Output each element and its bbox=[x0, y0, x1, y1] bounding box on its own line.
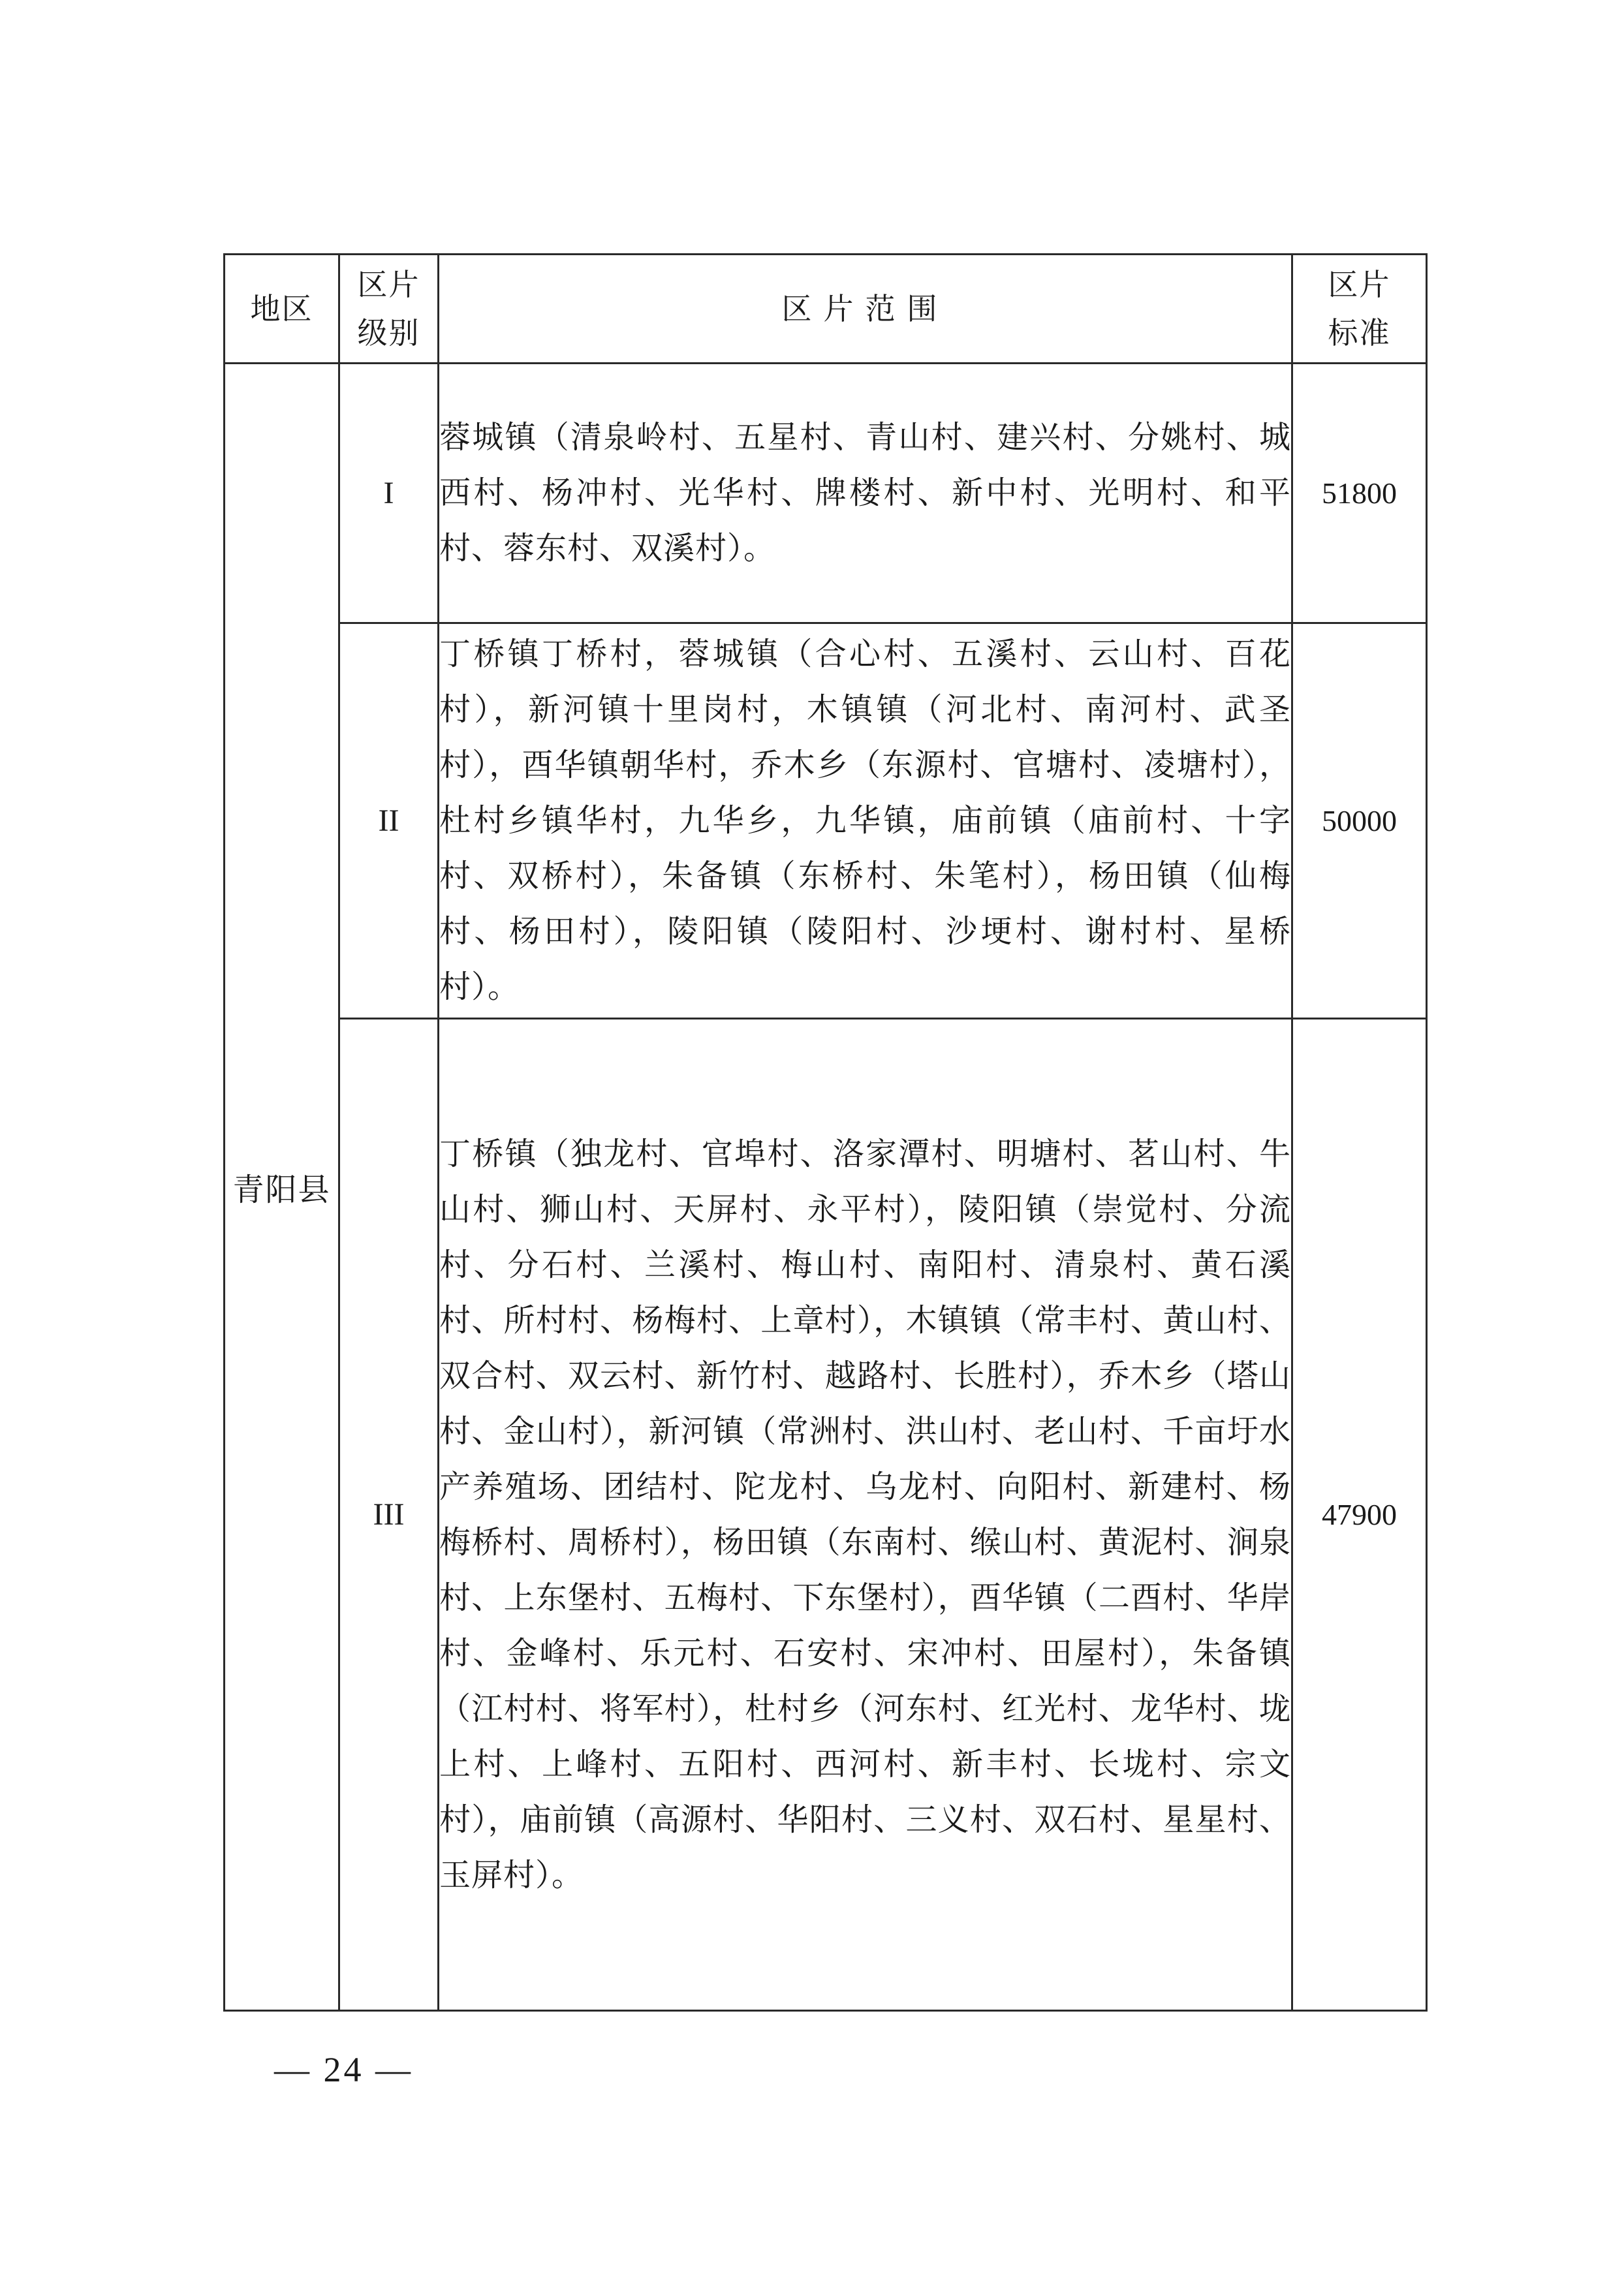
level-cell: I bbox=[339, 364, 439, 623]
scope-cell bbox=[439, 364, 1292, 623]
table-row bbox=[225, 1019, 1427, 2011]
land-price-table bbox=[223, 253, 1428, 2012]
standard-cell: 50000 bbox=[1292, 623, 1427, 1019]
standard-cell: 47900 bbox=[1292, 1019, 1427, 2011]
header-level bbox=[339, 255, 439, 364]
table-row bbox=[225, 364, 1427, 623]
header-region: 地区 bbox=[225, 255, 339, 364]
header-level-line1: 区片 bbox=[357, 267, 420, 302]
header-row bbox=[225, 255, 1427, 364]
level-cell: III bbox=[339, 1019, 439, 2011]
region-cell: 青阳县 bbox=[225, 364, 339, 2011]
scope-cell bbox=[439, 623, 1292, 1019]
header-range: 区片范围 bbox=[439, 255, 1292, 364]
table-row bbox=[225, 623, 1427, 1019]
header-standard-line2: 标准 bbox=[1328, 315, 1391, 350]
level-cell: II bbox=[339, 623, 439, 1019]
page-number: — 24 — bbox=[274, 2050, 413, 2089]
header-standard bbox=[1292, 255, 1427, 364]
scope-text: 丁桥镇丁桥村，蓉城镇（合心村、五溪村、云山村、百花村），新河镇十里岗村，木镇镇（河北村、南河村、武圣村），酉华镇朝华村，乔木乡（东源村、官塘村、凌塘村），杜村乡镇华村，九华乡，九华镇，庙前镇（庙前村、十字村、双桥村），朱备镇（东桥村、朱笔村），杨田镇（仙梅村、杨田村），陵阳镇（陵阳村、沙埂村、谢村村、星桥村）。 bbox=[439, 636, 1291, 1005]
scope-cell bbox=[439, 1019, 1292, 2011]
header-standard-line1: 区片 bbox=[1328, 267, 1391, 302]
standard-cell: 51800 bbox=[1292, 364, 1427, 623]
scope-text: 丁桥镇（独龙村、官埠村、洛家潭村、明塘村、茗山村、牛山村、狮山村、天屏村、永平村），陵阳镇（崇觉村、分流村、分石村、兰溪村、梅山村、南阳村、清泉村、黄石溪村、所村村、杨梅村、上章村），木镇镇（常丰村、黄山村、双合村、双云村、新竹村、越路村、长胜村），乔木乡（塔山村、金山村），新河镇（常洲村、洪山村、老山村、千亩圩水产养殖场、团结村、陀龙村、乌龙村、向阳村、新建村、杨梅桥村、周桥村），杨田镇（东南村、缑山村、黄泥村、涧泉村、上东堡村、五梅村、下东堡村），酉华镇（二酉村、华岸村、金峰村、乐元村、石安村、宋冲村、田屋村），朱备镇（江村村、将军村），杜村乡（河东村、红光村、龙华村、垅上村、上峰村、五阳村、西河村、新丰村、长垅村、宗文村），庙前镇（高源村、华阳村、三义村、双石村、星星村、玉屏村）。 bbox=[439, 1135, 1291, 1893]
header-level-line2: 级别 bbox=[357, 315, 420, 350]
scope-text: 蓉城镇（清泉岭村、五星村、青山村、建兴村、分姚村、城西村、杨冲村、光华村、牌楼村、新中村、光明村、和平村、蓉东村、双溪村）。 bbox=[439, 419, 1291, 567]
